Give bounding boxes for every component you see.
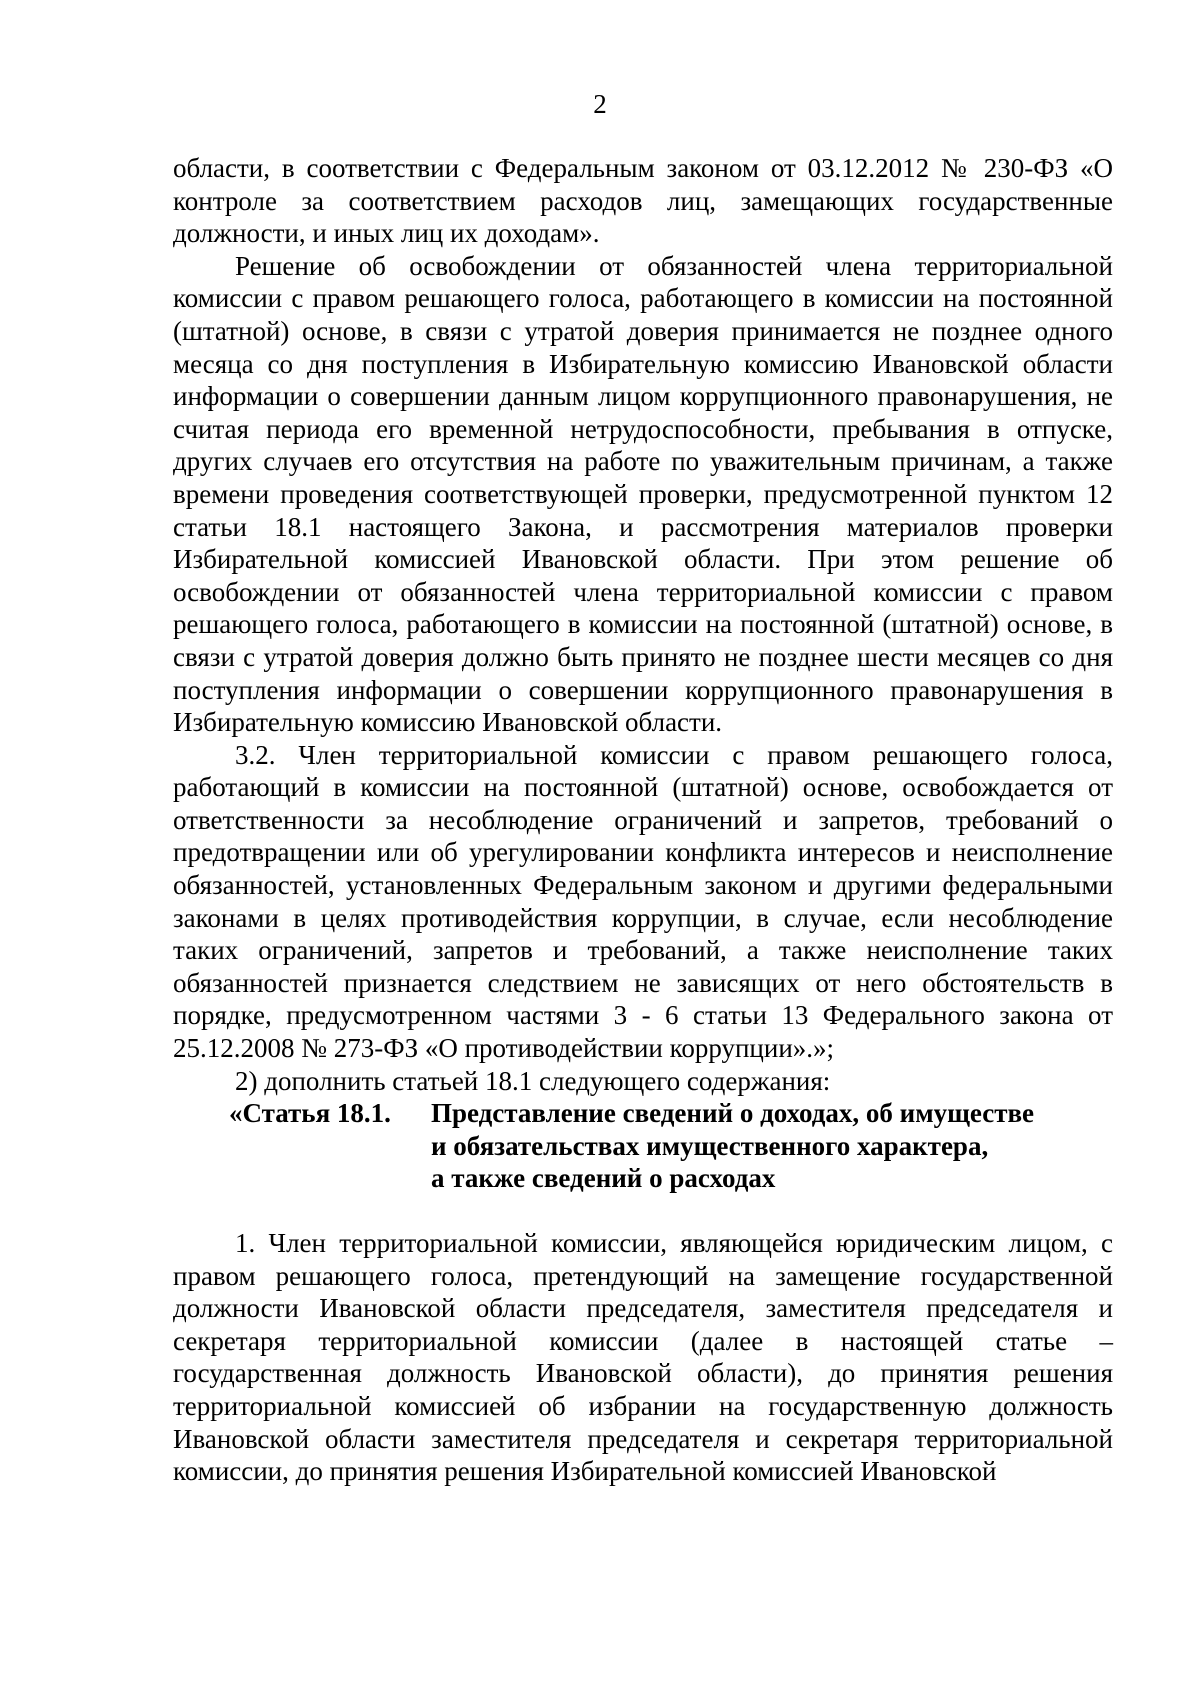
article-title <box>431 1097 1113 1195</box>
paragraph-continuation: области, в соответствии с Федеральным законом от 03.12.2012 № 230-ФЗ «О контроле за соответствием расходов лиц, замещающих государственные должности, и иных лиц их доходам». <box>173 153 1113 249</box>
heading-spacer <box>173 1195 1113 1227</box>
page-number: 2 <box>593 89 607 119</box>
article-title-line-3: а также сведений о расходах <box>431 1163 776 1194</box>
paragraph-dismissal-decision: Решение об освобождении от обязанностей члена территориальной комиссии с правом решающего голоса, работающего в комиссии на постоянной (штатной) основе, в связи с утратой доверия принимается не позднее одного месяца со дня поступления в Избирательную комиссию Ивановской области информации о совершении данным лицом коррупционного правонарушения, не считая периода его временной нетрудоспособности, пребывания в отпуске, других случаев его отсутствия на работе по уважительным причинам, а также времени проведения соответствующей проверки, предусмотренной пунктом 12 статьи 18.1 настоящего Закона, и рассмотрения материалов проверки Избирательной комиссией Ивановской области. При этом решение об освобождении от обязанностей члена территориальной комиссии с правом решающего голоса, работающего в комиссии на постоянной (штатной) основе, в связи с утратой доверия должно быть принято не позднее шести месяцев со дня поступления информации о совершении коррупционного правонарушения в Избирательную комиссию Ивановской области. <box>173 250 1113 738</box>
paragraph-3-2: 3.2. Член территориальной комиссии с правом решающего голоса, работающий в комиссии на постоянной (штатной) основе, освобождается от ответственности за несоблюдение ограничений и запретов, требований о предотвращении или об урегулировании конфликта интересов и неисполнение обязанностей, установленных Федеральным законом и другими федеральными законами в целях противодействия коррупции, в случае, если несоблюдение таких ограничений, запретов и требований, а также неисполнение таких обязанностей признается следствием не зависящих от него обстоятельств в порядке, предусмотренном частями 3 - 6 статьи 13 Федерального закона от 25.12.2008 № 273-ФЗ «О противодействии коррупции».»; <box>173 739 1113 1064</box>
article-title-line-2: и обязательствах имущественного характера, <box>431 1130 989 1161</box>
article-number: «Статья 18.1. <box>229 1098 391 1129</box>
article-title-line-1: Представление сведений о доходах, об имуществе <box>431 1098 1035 1129</box>
paragraph-amendment-2: 2) дополнить статьей 18.1 следующего содержания: <box>235 1065 831 1096</box>
document-body <box>173 152 1113 1488</box>
paragraph-article-18-1-item-1: 1. Член территориальной комиссии, являющейся юридическим лицом, с правом решающего голоса, претендующий на замещение государственной должности Ивановской области председателя, заместителя председателя и секретаря территориальной комиссии (далее в настоящей статье – государственная должность Ивановской области), до принятия решения территориальной комиссией об избрании на государственную должность Ивановской области заместителя председателя и секретаря территориальной комиссии, до принятия решения Избирательной комиссией Ивановской <box>173 1228 1113 1487</box>
article-heading <box>173 1097 1113 1195</box>
